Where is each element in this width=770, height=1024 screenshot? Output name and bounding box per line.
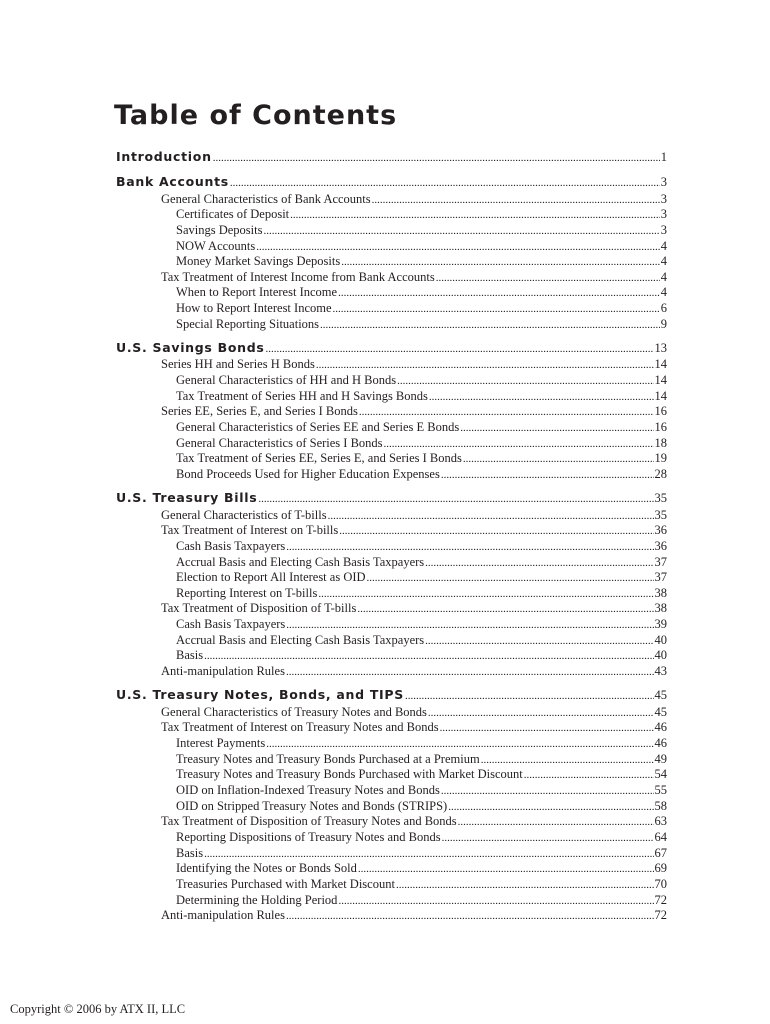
toc-entry-label: Anti-manipulation Rules — [161, 908, 285, 923]
toc-entry — [176, 388, 667, 404]
toc-page-number: 64 — [654, 829, 667, 844]
toc-entry-label: Tax Treatment of Disposition of T-bills — [161, 601, 357, 616]
toc-dot-leader — [258, 491, 653, 507]
toc-entry — [176, 829, 667, 845]
toc-dot-leader — [440, 720, 654, 736]
toc-entry-label: Tax Treatment of Series EE, Series E, and Series I Bonds — [176, 451, 462, 466]
toc-entry-label: Accrual Basis and Electing Cash Basis Taxpayers — [176, 632, 425, 647]
toc-entry-label: Election to Report All Interest as OID — [176, 570, 366, 585]
toc-dot-leader — [397, 373, 653, 389]
toc-entry — [161, 507, 667, 523]
toc-dot-leader — [428, 705, 654, 721]
toc-entry — [176, 300, 667, 316]
page-title: Table of Contents — [114, 100, 398, 131]
toc-entry — [176, 238, 667, 254]
toc-entry-label: Savings Deposits — [176, 222, 263, 237]
toc-page-number: 38 — [654, 601, 667, 616]
toc-page-number: 16 — [654, 419, 667, 434]
toc-dot-leader — [316, 357, 654, 373]
toc-entry-label: General Characteristics of Bank Accounts — [161, 191, 371, 206]
toc-dot-leader — [230, 175, 660, 191]
toc-entry-label: U.S. Treasury Notes, Bonds, and TIPS — [116, 687, 404, 703]
toc-dot-leader — [290, 207, 660, 223]
toc-dot-leader — [405, 688, 654, 704]
toc-dot-leader — [341, 254, 660, 270]
toc-dot-leader — [333, 301, 660, 317]
toc-page-number: 3 — [660, 191, 667, 206]
toc-dot-leader — [266, 736, 653, 752]
toc-entry-label: General Characteristics of Series I Bonds — [176, 435, 383, 450]
toc-entry-label: Special Reporting Situations — [176, 316, 320, 331]
toc-dot-leader — [204, 648, 653, 664]
toc-page-number: 3 — [660, 175, 667, 189]
toc-dot-leader — [396, 877, 654, 893]
toc-entry — [176, 554, 667, 570]
toc-entry-label: General Characteristics of HH and H Bonds — [176, 373, 397, 387]
toc-entry — [161, 600, 667, 616]
toc-entry-label: Cash Basis Taxpayers — [176, 617, 286, 632]
toc-entry-label: General Characteristics of Treasury Notes and Bonds — [161, 704, 427, 719]
toc-entry — [176, 585, 667, 601]
toc-entry — [161, 719, 667, 735]
toc-page-number: 69 — [654, 861, 667, 876]
toc-page-number: 16 — [654, 404, 667, 419]
toc-dot-leader — [338, 893, 653, 909]
toc-entry — [176, 316, 667, 332]
toc-entry — [176, 845, 667, 861]
toc-page-number: 67 — [654, 845, 667, 860]
toc-dot-leader — [460, 420, 653, 436]
toc-dot-leader — [286, 908, 654, 924]
toc-entry-label: U.S. Treasury Bills — [116, 490, 258, 505]
toc-entry-label: Tax Treatment of Interest on T-bills — [161, 523, 339, 538]
toc-entry-label: Tax Treatment of Series HH and H Savings Bonds — [176, 388, 428, 403]
toc-entry-label: Series HH and Series H Bonds — [161, 357, 315, 372]
toc-page-number: 9 — [660, 316, 667, 331]
toc-page-number: 43 — [654, 664, 667, 678]
toc-page-number: 36 — [654, 523, 667, 538]
toc-entry-label: Interest Payments — [176, 736, 266, 750]
toc-entry-label: Treasuries Purchased with Market Discount — [176, 876, 395, 891]
toc-page-number: 40 — [654, 648, 667, 663]
toc-page-number: 28 — [654, 466, 667, 481]
toc-entry-label: OID on Inflation-Indexed Treasury Notes and Bonds — [176, 782, 440, 797]
toc-entry-label: General Characteristics of T-bills — [161, 507, 327, 522]
toc-page-number: 4 — [660, 285, 667, 300]
toc-entry — [176, 632, 667, 648]
toc-page-number: 39 — [654, 617, 667, 632]
toc-page-number: 35 — [654, 491, 667, 505]
toc-entry-label: Determining the Holding Period — [176, 892, 338, 907]
toc-page-number: 19 — [654, 451, 667, 466]
toc-entry-label: Anti-manipulation Rules — [161, 664, 285, 678]
toc-entry — [176, 751, 667, 767]
toc-entry-label: Reporting Interest on T-bills — [176, 585, 318, 600]
toc-entry-label: Bond Proceeds Used for Higher Education Expenses — [176, 466, 440, 481]
toc-entry — [176, 435, 667, 451]
toc-entry — [176, 569, 667, 585]
toc-dot-leader — [286, 664, 654, 680]
toc-entry — [176, 782, 667, 798]
toc-page-number: 1 — [660, 150, 667, 164]
toc-page-number: 45 — [654, 704, 667, 719]
toc-entry — [176, 284, 667, 300]
toc-entry — [176, 253, 667, 269]
toc-page-number: 14 — [654, 388, 667, 403]
toc-entry — [161, 813, 667, 829]
toc-entry-label: When to Report Interest Income — [176, 285, 338, 300]
toc-page-number: 58 — [654, 798, 667, 813]
toc-entry — [161, 269, 667, 285]
toc-dot-leader — [441, 783, 654, 799]
toc-dot-leader — [442, 830, 654, 846]
toc-page-number: 63 — [654, 814, 667, 829]
toc-dot-leader — [458, 814, 654, 830]
toc-entry-label: Treasury Notes and Treasury Bonds Purchased with Market Discount — [176, 767, 523, 782]
toc-entry — [176, 647, 667, 663]
toc-page-number: 49 — [654, 751, 667, 766]
toc-entry-label: Tax Treatment of Interest on Treasury Notes and Bonds — [161, 720, 439, 735]
toc-page-number: 4 — [660, 269, 667, 284]
toc-entry — [176, 616, 667, 632]
toc-entry-label: Identifying the Notes or Bonds Sold — [176, 861, 357, 876]
toc-page-number: 36 — [654, 538, 667, 553]
toc-entry — [176, 466, 667, 482]
toc-dot-leader — [448, 799, 653, 815]
toc-dot-leader — [318, 586, 653, 602]
toc-dot-leader — [436, 270, 660, 286]
toc-entry-label: Bank Accounts — [116, 174, 229, 189]
toc-entry — [176, 892, 667, 908]
toc-entry — [161, 663, 667, 679]
toc-dot-leader — [256, 239, 659, 255]
toc-entry-label: Introduction — [116, 149, 212, 164]
toc-dot-leader — [338, 285, 660, 301]
toc-dot-leader — [441, 467, 654, 483]
toc-entry-label: Tax Treatment of Disposition of Treasury Notes and Bonds — [161, 814, 457, 829]
toc-page-number: 70 — [654, 876, 667, 891]
toc-dot-leader — [286, 539, 653, 555]
toc-entry — [176, 860, 667, 876]
toc-dot-leader — [359, 404, 654, 420]
toc-entry-label: Tax Treatment of Interest Income from Bank Accounts — [161, 269, 435, 284]
toc-page-number: 14 — [654, 373, 667, 387]
toc-entry-label: U.S. Savings Bonds — [116, 339, 265, 355]
toc-page-number: 14 — [654, 357, 667, 372]
toc-entry-label: General Characteristics of Series EE and Series E Bonds — [176, 419, 460, 434]
toc-page-number: 40 — [654, 632, 667, 647]
toc-entry — [176, 206, 667, 222]
toc-dot-leader — [463, 451, 654, 467]
toc-dot-leader — [358, 861, 654, 877]
toc-page-number: 46 — [654, 736, 667, 750]
toc-page-number: 45 — [654, 688, 667, 703]
toc-dot-leader — [213, 150, 660, 166]
toc-entry-label: NOW Accounts — [176, 238, 256, 253]
toc-page-number: 54 — [654, 767, 667, 782]
toc-entry — [176, 222, 667, 238]
toc-page-number: 55 — [654, 782, 667, 797]
toc-page-number: 3 — [660, 222, 667, 237]
toc-dot-leader — [357, 601, 653, 617]
toc-entry — [176, 798, 667, 814]
toc-entry-label: Series EE, Series E, and Series I Bonds — [161, 404, 358, 419]
toc-entry-label: Money Market Savings Deposits — [176, 254, 341, 269]
toc-entry-label: Basis — [176, 648, 204, 663]
toc-page-number: 4 — [660, 238, 667, 253]
toc-page-number: 72 — [654, 892, 667, 907]
toc-section-heading — [116, 687, 667, 703]
toc-section-heading — [116, 340, 667, 356]
toc-entry — [176, 876, 667, 892]
toc-entry-label: Reporting Dispositions of Treasury Notes and Bonds — [176, 829, 441, 844]
toc-page-number: 18 — [654, 435, 667, 450]
toc-entry-label: How to Report Interest Income — [176, 301, 332, 315]
toc-page-number: 72 — [654, 908, 667, 923]
toc-entry — [176, 419, 667, 435]
toc-page-number: 35 — [654, 507, 667, 522]
toc-entry — [176, 735, 667, 751]
toc-dot-leader — [425, 555, 653, 571]
toc-dot-leader — [204, 846, 653, 862]
toc-dot-leader — [367, 570, 654, 586]
toc-page-number: 37 — [654, 570, 667, 585]
toc-entry-label: Accrual Basis and Electing Cash Basis Taxpayers — [176, 554, 425, 569]
toc-dot-leader — [481, 752, 654, 768]
toc-entry — [176, 450, 667, 466]
toc-dot-leader — [425, 633, 653, 649]
toc-entry-label: OID on Stripped Treasury Notes and Bonds (STRIPS) — [176, 798, 448, 813]
toc-entry-label: Cash Basis Taxpayers — [176, 538, 286, 553]
toc-page-number: 13 — [654, 340, 667, 355]
toc-page-number: 38 — [654, 585, 667, 600]
toc-entry-label: Certificates of Deposit — [176, 207, 290, 222]
toc-page-number: 6 — [660, 301, 667, 315]
toc-dot-leader — [328, 508, 654, 524]
toc-page-number: 37 — [654, 554, 667, 569]
toc-entry — [161, 191, 667, 207]
toc-dot-leader — [372, 192, 660, 208]
toc-dot-leader — [339, 523, 653, 539]
toc-entry — [176, 372, 667, 388]
toc-entry — [161, 356, 667, 372]
toc-section-heading — [116, 490, 667, 506]
toc-page-number: 3 — [660, 207, 667, 222]
toc-entry — [161, 704, 667, 720]
toc-dot-leader — [266, 341, 654, 357]
toc-dot-leader — [286, 617, 653, 633]
toc-page-number: 46 — [654, 720, 667, 735]
toc-entry-label: Basis — [176, 845, 204, 860]
toc-dot-leader — [429, 389, 654, 405]
toc-entry-label: Treasury Notes and Treasury Bonds Purchased at a Premium — [176, 751, 480, 766]
toc-dot-leader — [263, 223, 659, 239]
toc-section-heading — [116, 174, 667, 190]
toc-entry — [176, 538, 667, 554]
toc-dot-leader — [320, 317, 660, 333]
copyright-footer: Copyright © 2006 by ATX II, LLC — [10, 1002, 186, 1016]
toc-entry — [161, 907, 667, 923]
toc-entry — [161, 522, 667, 538]
toc-dot-leader — [384, 436, 654, 452]
toc-entry — [176, 766, 667, 782]
toc-section-heading — [116, 149, 667, 165]
toc-entry — [161, 403, 667, 419]
toc-dot-leader — [524, 767, 654, 783]
toc-page-number: 4 — [660, 254, 667, 269]
